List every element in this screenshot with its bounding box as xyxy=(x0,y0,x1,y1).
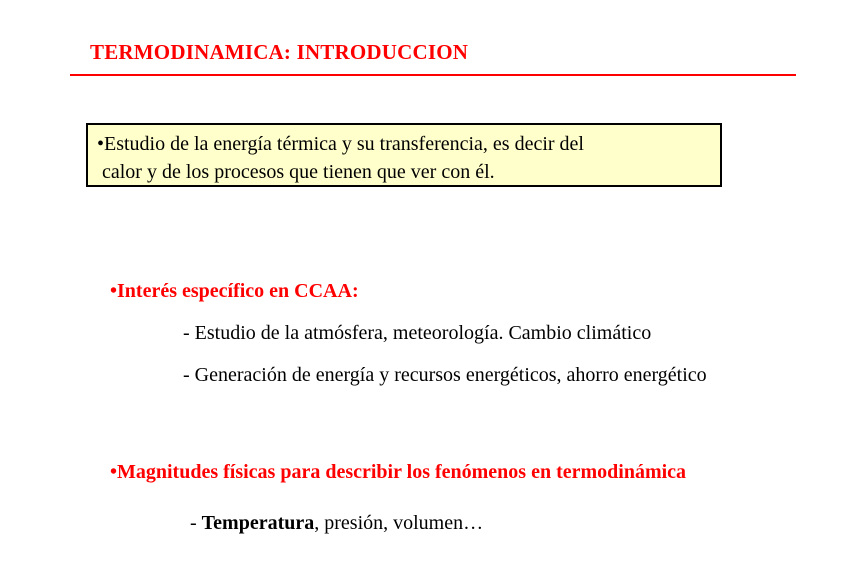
magnitudes-item xyxy=(190,512,483,535)
item-rest: , presión, volumen… xyxy=(314,512,484,534)
definition-box xyxy=(86,123,722,187)
list-item: - Generación de energía y recursos energéticos, ahorro energético xyxy=(183,364,707,386)
section-heading-interes: •Interés específico en CCAA: xyxy=(110,280,359,302)
item-prefix: - xyxy=(190,512,202,534)
definition-line-2: calor y de los procesos que tienen que ver con él. xyxy=(102,161,495,183)
list-item: - Estudio de la atmósfera, meteorología. Cambio climático xyxy=(183,322,652,344)
section-heading-magnitudes: •Magnitudes físicas para describir los fenómenos en termodinámica xyxy=(110,461,687,483)
bold-term-temperatura: Temperatura xyxy=(201,512,315,534)
definition-line-1: •Estudio de la energía térmica y su transferencia, es decir del xyxy=(97,133,584,155)
slide-title: TERMODINAMICA: INTRODUCCION xyxy=(90,40,469,64)
title-divider xyxy=(70,74,796,76)
